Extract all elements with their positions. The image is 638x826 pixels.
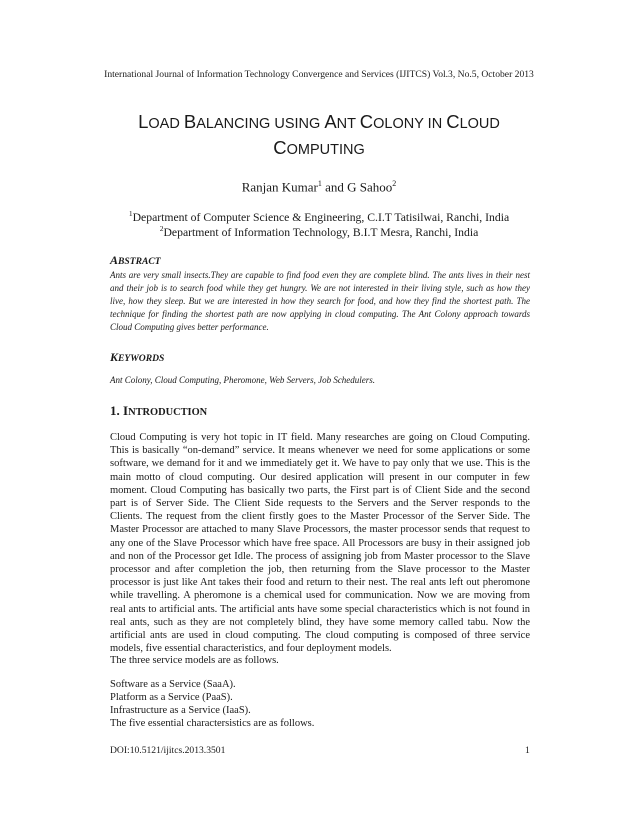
affiliation-mark: 1: [128, 209, 133, 218]
title-line-2: [0, 136, 638, 162]
title-segment: OAD: [148, 116, 184, 132]
title-segment: L: [138, 111, 149, 132]
author-name: Ranjan Kumar: [241, 179, 318, 195]
introduction-heading: 1. INTRODUCTION: [110, 403, 208, 418]
author-conjunction: and: [321, 179, 348, 195]
service-model-item: Software as a Service (SaaA).: [110, 679, 236, 690]
author-affil-mark: 1: [317, 179, 322, 188]
service-model-item: Infrastructure as a Service (IaaS).: [110, 705, 251, 716]
title-segment: A: [324, 111, 337, 132]
title-segment: LOUD: [459, 116, 500, 132]
abstract-heading: ABSTRACT: [110, 253, 161, 267]
service-model-item: Platform as a Service (PaaS).: [110, 692, 233, 703]
journal-header: International Journal of Information Technology Convergence and Services (IJITCS) Vol.3, No.5, October 2013: [104, 69, 534, 80]
title-segment: OLONY IN: [373, 116, 447, 132]
service-models-intro: The three service models are as follows.: [110, 655, 279, 666]
author-name: G Sahoo: [347, 179, 393, 195]
affiliation-text: Department of Computer Science & Engineering, C.I.T Tatisilwai, Ranchi, India: [132, 210, 510, 224]
title-segment: NT: [336, 116, 360, 132]
characteristics-intro: The five essential charactersistics are as follows.: [110, 718, 315, 729]
keywords-heading: KEYWORDS: [110, 350, 165, 364]
affiliation-text: Department of Information Technology, B.I.T Mesra, Ranchi, India: [163, 225, 479, 239]
author-affil-mark: 2: [392, 179, 397, 188]
title-segment: C: [273, 137, 287, 158]
affiliation-mark: 2: [159, 224, 164, 233]
author-list: [0, 176, 638, 195]
title-segment: C: [359, 111, 374, 132]
abstract-text: Ants are very small insects.They are capable to find food even they are complete blind. The ants lives in their nest and their job is to search food while they get hungry. We are not interested in their living style, such as how they live, how they sleep. But we are interested in how they search for food, and how they find the shortest path. The technique for finding the shortest path are now applying in cloud computing. The Ant Colony approach towards Cloud Computing gives better performance.: [110, 270, 530, 332]
paper-title: [0, 110, 638, 162]
keywords-text: Ant Colony, Cloud Computing, Pheromone, Web Servers, Job Schedulers.: [110, 375, 376, 385]
title-segment: OMPUTING: [286, 142, 365, 158]
title-segment: C: [446, 111, 460, 132]
title-segment: ALANCING USING: [196, 116, 325, 132]
footer-doi: DOI:10.5121/ijitcs.2013.3501: [110, 745, 226, 756]
page-number: 1: [525, 745, 530, 756]
introduction-paragraph: Cloud Computing is very hot topic in IT field. Many researches are going on Cloud Computing. This is basically “on-demand” service. It means whenever we need for some applications or some software, we demand for it and we immediately get it. We have to pay only that we use. This is the main motto of cloud computing. Our desired application will present in our computer in few moment. Cloud Computing has basically two parts, the First part is of Client Side and the second part is of Server Side. The Client Side requests to the Servers and the Server responds to the Clients. The request from the client firstly goes to the Master Processor of the Server Side. The Master Processor are attached to many Slave Processors, the master processor sends that request to any one of the Slave Processor which have free space. All Processors are busy in their assigned job and non of the Processor get Idle. The process of assigning job from Master processor to the Slave processor and after completion the job, then returning from the Slave processor to the Master processor is just like Ant takes their food and return to their nest. The real ants left out pheromone while travelling. A pheromone is a chemical used for communication. Now we are moving from real ants to artificial ants. The artificial ants have some special characteristics which is not found in real ants, such as they are not completely blind, they have some memory called tabu. Now the artificial ants are used in cloud computing. The cloud computing is composed of three service models, five essential characteristics, and four deployment models.: [110, 432, 530, 655]
affiliation-2: [0, 222, 638, 240]
title-line-1: [0, 110, 638, 136]
title-segment: B: [183, 111, 197, 132]
